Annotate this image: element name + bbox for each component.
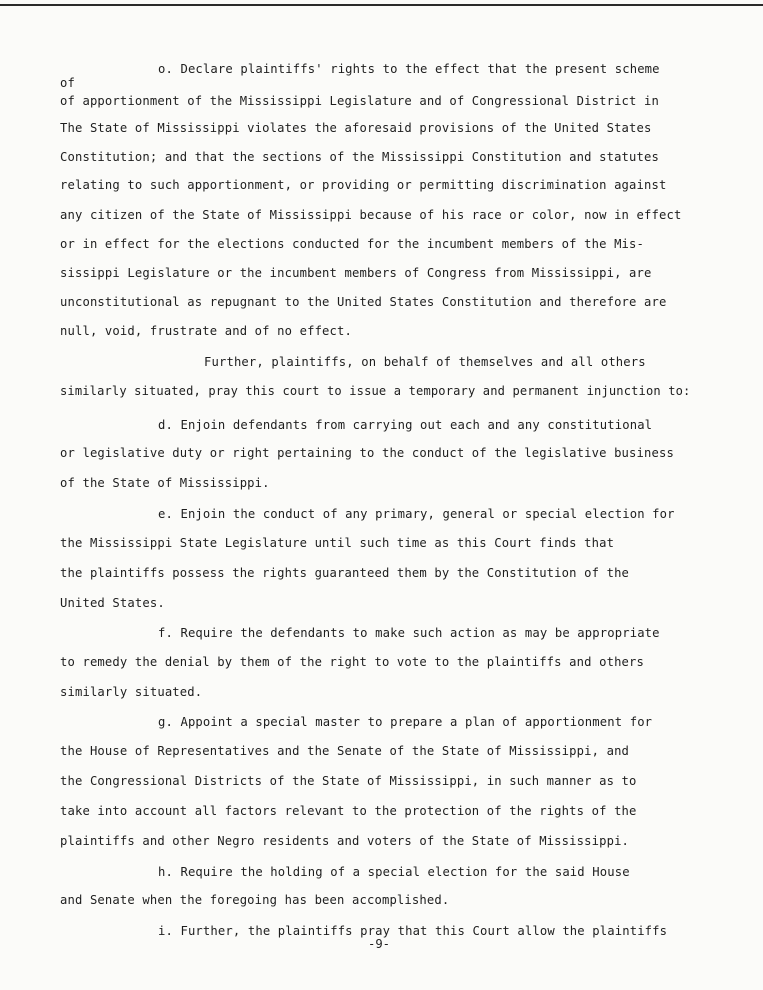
text-line-28: plaintiffs and other Negro residents and voters of the State of Mississippi.: [60, 834, 630, 848]
page-number: -9-: [368, 937, 391, 951]
text-line-11: null, void, frustrate and of no effect.: [60, 324, 353, 338]
text-line-26: the Congressional Districts of the State of Mississippi, in such manner as to: [60, 774, 637, 788]
text-line-21: f. Require the defendants to make such action as may be appropriate: [158, 626, 660, 640]
text-line-19: the plaintiffs possess the rights guaranteed them by the Constitution of the: [60, 566, 630, 580]
text-line-12: Further, plaintiffs, on behalf of themselves and all others: [204, 355, 646, 369]
text-line-20: United States.: [60, 596, 165, 610]
text-line-2: of: [60, 76, 75, 90]
text-line-22: to remedy the denial by them of the right to vote to the plaintiffs and others: [60, 655, 645, 669]
text-line-10: unconstitutional as repugnant to the United States Constitution and therefore are: [60, 295, 667, 309]
text-line-14: d. Enjoin defendants from carrying out each and any constitutional: [158, 418, 653, 432]
text-line-6: relating to such apportionment, or providing or permitting discrimination against: [60, 178, 667, 192]
text-line-18: the Mississippi State Legislature until such time as this Court finds that: [60, 536, 615, 550]
text-line-13: similarly situated, pray this court to issue a temporary and permanent injunction to:: [60, 384, 691, 398]
text-line-4: The State of Mississippi violates the aforesaid provisions of the United States: [60, 121, 652, 135]
text-line-25: the House of Representatives and the Senate of the State of Mississippi, and: [60, 744, 630, 758]
text-line-17: e. Enjoin the conduct of any primary, general or special election for: [158, 507, 675, 521]
text-line-8: or in effect for the elections conducted for the incumbent members of the Mis-: [60, 237, 645, 251]
text-line-3: of apportionment of the Mississippi Legislature and of Congressional District in: [60, 94, 659, 108]
text-line-5: Constitution; and that the sections of the Mississippi Constitution and statutes: [60, 150, 659, 164]
text-line-24: g. Appoint a special master to prepare a plan of apportionment for: [158, 715, 653, 729]
text-line-16: of the State of Mississippi.: [60, 476, 270, 490]
text-line-9: sissippi Legislature or the incumbent members of Congress from Mississippi, are: [60, 266, 652, 280]
text-line-7: any citizen of the State of Mississippi because of his race or color, now in effect: [60, 208, 682, 222]
text-line-30: and Senate when the foregoing has been accomplished.: [60, 893, 450, 907]
top-rule: [0, 4, 763, 6]
text-line-31: i. Further, the plaintiffs pray that this Court allow the plaintiffs: [158, 924, 668, 938]
text-line-29: h. Require the holding of a special election for the said House: [158, 865, 630, 879]
text-line-15: or legislative duty or right pertaining to the conduct of the legislative business: [60, 446, 674, 460]
text-line-1: o. Declare plaintiffs' rights to the effect that the present scheme: [158, 62, 660, 76]
text-line-27: take into account all factors relevant to the protection of the rights of the: [60, 804, 637, 818]
text-line-23: similarly situated.: [60, 685, 203, 699]
